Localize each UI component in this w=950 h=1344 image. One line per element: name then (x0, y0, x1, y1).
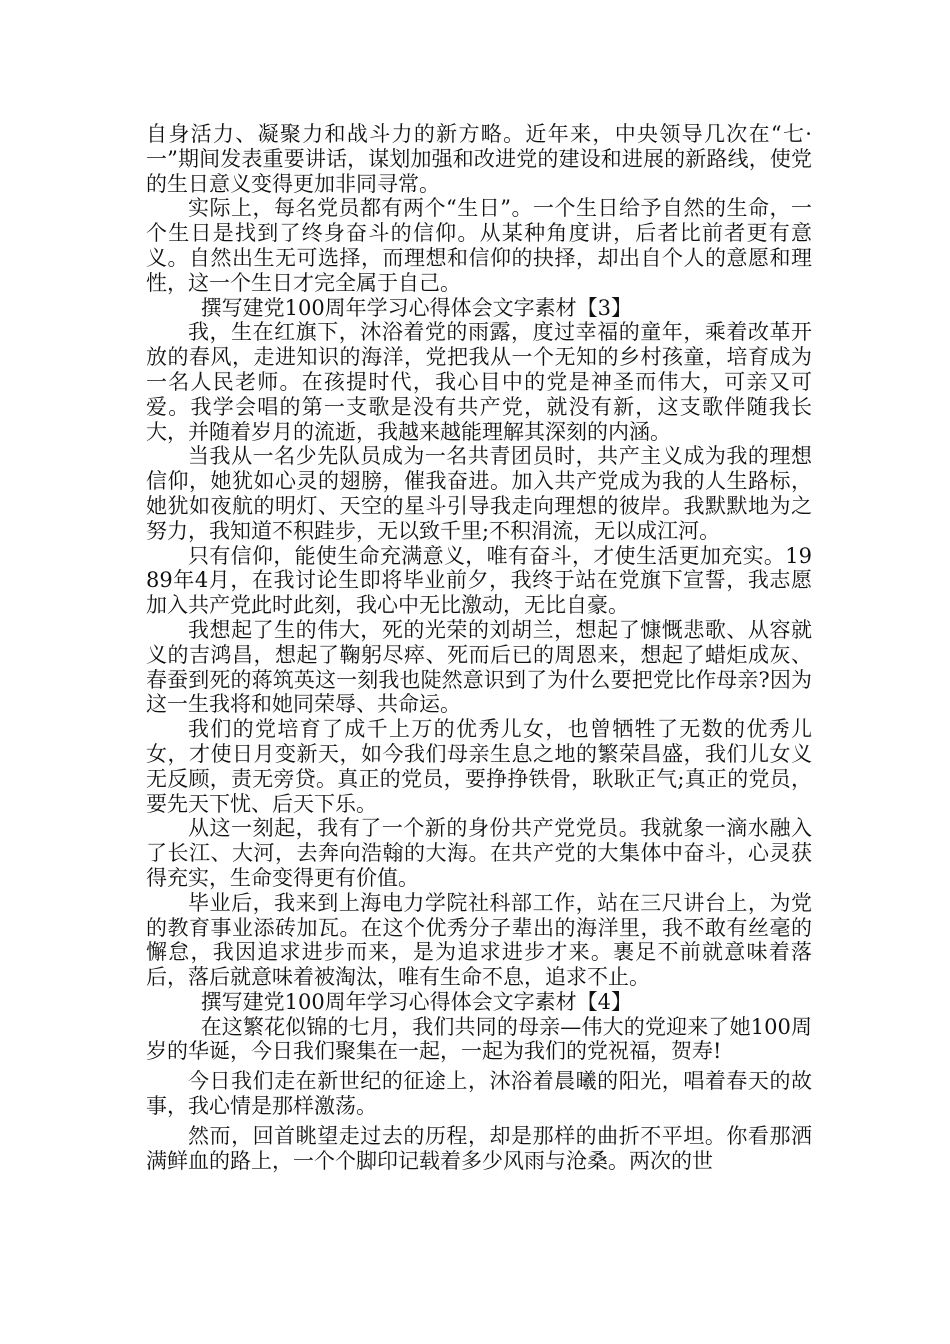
paragraph: 我想起了生的伟大，死的光荣的刘胡兰，想起了慷慨悲歌、从容就义的吉鸿昌，想起了鞠躬尽瘁、死而后已的周恩来，想起了蜡炬成灰、春蚕到死的蒋筑英这一刻我也陡然意识到了为什么要把党比作母亲?因为这一生我将和她同荣辱、共命运。 (146, 617, 812, 717)
section-heading: 撰写建党100周年学习心得体会文字素材【4】 (200, 989, 633, 1014)
paragraph: 从这一刻起，我有了一个新的身份共产党党员。我就象一滴水融入了长江、大河，去奔向浩翰的大海。在共产党的大集体中奋斗，心灵获得充实，生命变得更有价值。 (146, 816, 812, 890)
paragraph: 当我从一名少先队员成为一名共青团员时，共产主义成为我的理想信仰，她犹如心灵的翅膀，催我奋进。加入共产党成为我的人生路标，她犹如夜航的明灯、天空的星斗引导我走向理想的彼岸。我默默地为之努力，我知道不积跬步，无以致千里;不积涓流，无以成江河。 (146, 444, 812, 543)
paragraph: 自身活力、凝聚力和战斗力的新方略。近年来，中央领导几次在“七·一”期间发表重要讲话，谋划加强和改进党的建设和进展的新路线，使党的生日意义变得更加非同寻常。 (146, 122, 812, 196)
paragraph: 实际上，每名党员都有两个“生日”。一个生日给予自然的生命，一个生日是找到了终身奋斗的信仰。从某种角度讲，后者比前者更有意义。自然出生无可选择，而理想和信仰的抉择，却出自个人的意愿和理性，这一个生日才完全属于自己。 (146, 196, 812, 295)
paragraph: 只有信仰，能使生命充满意义，唯有奋斗，才使生活更加充实。1989年4月，在我讨论生即将毕业前夕，我终于站在党旗下宣誓，我志愿加入共产党此时此刻，我心中无比激动，无比自豪。 (146, 543, 812, 618)
paragraph: 今日我们走在新世纪的征途上，沐浴着晨曦的阳光，唱着春天的故事，我心情是那样激荡。 (146, 1069, 812, 1119)
section-heading: 在这繁花似锦的七月，我们共同的母亲—伟大的党迎来了她100周岁的华诞，今日我们聚集在一起，一起为我们的党祝福，贺寿! (146, 1014, 812, 1064)
section-heading: 撰写建党100周年学习心得体会文字素材【3】 (200, 295, 633, 320)
paragraph: 我，生在红旗下，沐浴着党的雨露，度过幸福的童年，乘着改革开放的春风，走进知识的海洋，党把我从一个无知的乡村孩童，培育成为一名人民老师。在孩提时代，我心目中的党是神圣而伟大，可亲又可爱。我学会唱的第一支歌是没有共产党，就没有新，这支歌伴随我长大，并随着岁月的流逝，我越来越能理解其深刻的内涵。 (146, 320, 812, 444)
paragraph: 然而，回首眺望走过去的历程，却是那样的曲折不平坦。你看那洒满鲜血的路上，一个个脚印记载着多少风雨与沧桑。两次的世 (146, 1123, 812, 1173)
document-body (146, 122, 812, 1173)
paragraph: 毕业后，我来到上海电力学院社科部工作，站在三尺讲台上，为党的教育事业添砖加瓦。在这个优秀分子辈出的海洋里，我不敢有丝毫的懈怠，我因追求进步而来，是为追求进步才来。裹足不前就意味着落后，落后就意味着被淘汰，唯有生命不息，追求不止。 (146, 890, 812, 990)
paragraph: 我们的党培育了成千上万的优秀儿女，也曾牺牲了无数的优秀儿女，才使日月变新天，如今我们母亲生息之地的繁荣昌盛，我们儿女义无反顾，责无旁贷。真正的党员，要挣挣铁骨，耿耿正气;真正的党员，要先天下忧、后天下乐。 (146, 717, 812, 816)
